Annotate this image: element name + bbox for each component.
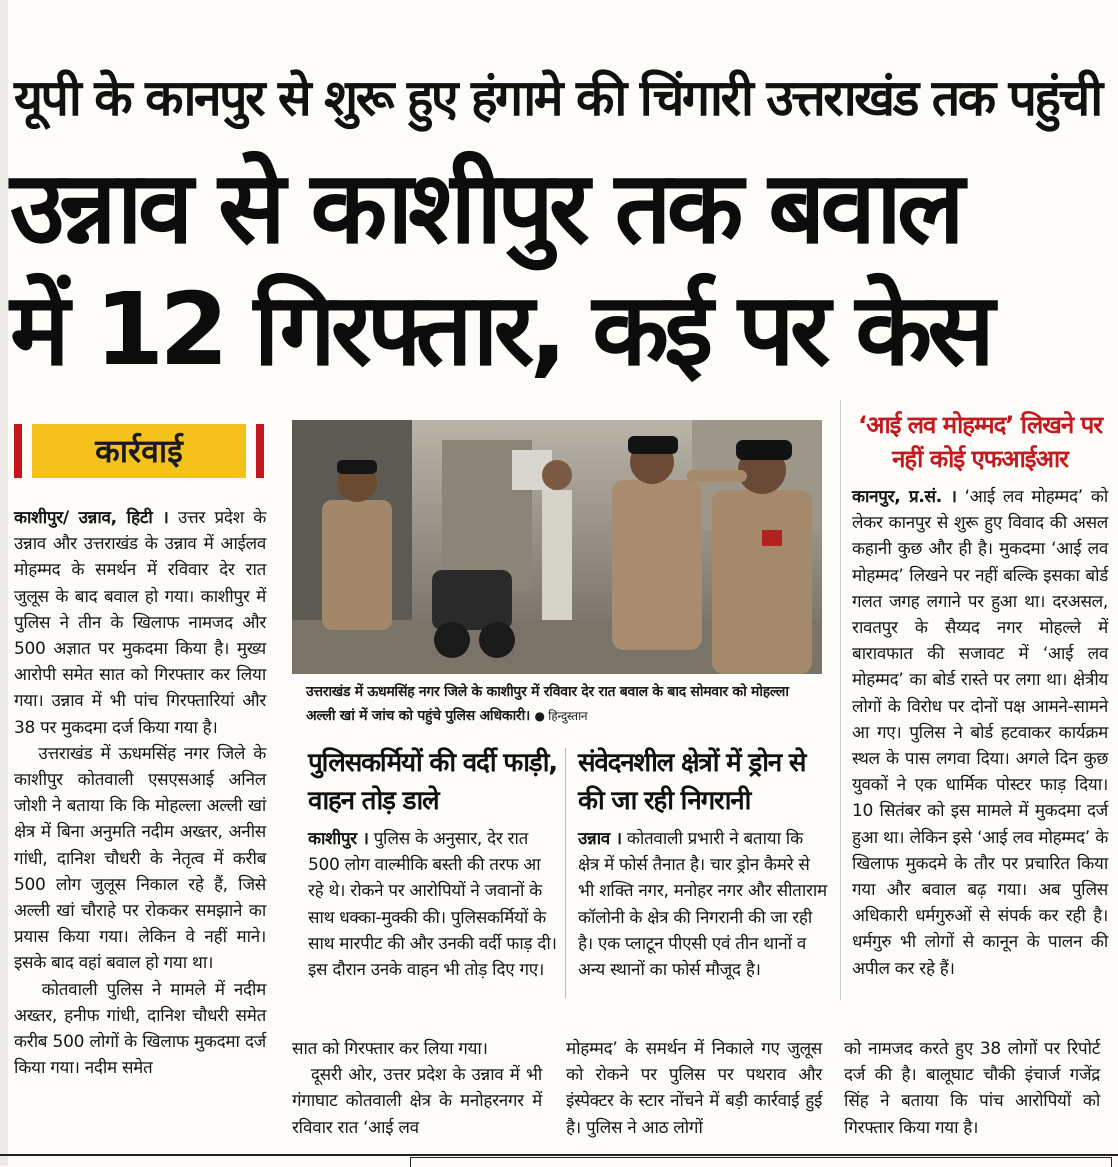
cont-2-text: मोहम्मद’ के समर्थन में निकाले गए जुलूस को रोकने पर पुलिस पर पथराव और इंस्पेक्टर के स्टार नोंचने में बड़ी कार्रवाई हुई है। पुलिस ने आठ लोगों [566,1039,822,1138]
main-para-2: उत्तराखंड में ऊधमसिंह नगर जिले के काशीपुर कोतवाली एसएसआई अनिल जोशी ने बताया कि कि मोहल्ला अल्ली खां क्षेत्र में बिना अनुमति नदीम अख्तर, अनीस गांधी, दानिश चौधरी के नेतृत्व में करीब 500 लोग जुलूस निकाल रहे हैं, जिसे अल्ली खां चौराहे पर रोककर समझाने का प्रयास किया गया। लेकिन वे नहीं माने। इसके बाद वहां बवाल हो गया था। [14,743,267,974]
side-story-1-headline: पुलिसकर्मियों की वर्दी फाड़ी, वाहन तोड़ डाले [308,748,557,816]
continuation-column-3 [844,1036,1100,1146]
page-edge [0,0,8,1166]
main-headline-line-1: उन्नाव से काशीपुर तक बवाल [10,149,960,266]
main-dateline: काशीपुर/ उन्नाव, हिटी । [14,508,169,528]
continuation-column-1 [292,1036,542,1146]
tag-accent-left [14,424,22,478]
right-story-body [852,484,1108,1004]
photo-credit: ● हिन्दुस्तान [534,709,588,723]
tag-accent-right [256,424,264,478]
side-story-1-body [308,826,558,996]
side2-text: कोतवाली प्रभारी ने बताया कि क्षेत्र में फोर्स तैनात है। चार ड्रोन कैमरे से भी शक्ति नगर, मनोहर नगर और सीताराम कॉलोनी के क्षेत्र की निगरानी की जा रही है। एक प्लाटून पीएसी एवं तीन थानों व अन्य स्थानों का फोर्स मौजूद है। [578,829,827,981]
column-divider [565,748,566,998]
cont-1b-text: दूसरी ओर, उत्तर प्रदेश के उन्नाव में भी गंगाघाट कोतवाली क्षेत्र के मनोहरनगर में रविवार रात ‘आई लव [292,1065,542,1138]
main-story-column [14,505,267,1079]
main-para-3: कोतवाली पुलिस ने मामले में नदीम अख्तर, हनीफ गांधी, दानिश चौधरी समेत करीब 500 लोगों के खिलाफ मुकदमा दर्ज किया गया। नदीम समेत [14,979,267,1079]
bottom-rule [0,1154,1118,1156]
section-tag [14,424,264,478]
main-para-1: उत्तर प्रदेश के उन्नाव और उत्तराखंड के उन्नाव में आईलव मोहम्मद के समर्थन में रविवार देर रात जुलूस के बाद बवाल हो गया। काशीपुर में पुलिस ने तीन के खिलाफ नामजद और 500 अज्ञात पर मुकदमा किया है। मुख्य आरोपी समेत सात को गिरफ्तार कर लिया गया। उन्नाव में भी पांच गिरफ्तारियां और 38 पर मुकदमा दर्ज किया गया है। [14,508,266,738]
side-story-2-body [578,826,828,996]
side1-text: पुलिस के अनुसार, देर रात 500 लोग वाल्मीकि बस्ती की तरफ आ रहे थे। रोकने पर आरोपियों ने जवानों के साथ धक्का-मुक्की की। पुलिसकर्मियों के साथ मारपीट की और उनकी वर्दी फाड़ दी। इस दौरान उनके वाहन भी तोड़ दिए गए। [308,829,557,981]
right-dateline: कानपुर, प्र.सं. । [852,487,957,507]
side2-dateline: उन्नाव । [578,829,622,849]
news-photo [292,420,822,674]
right-column-rule [840,400,841,1000]
cont-3-text: को नामजद करते हुए 38 लोगों पर रिपोर्ट दर्ज की है। बालूघाट चौकी इंचार्ज गजेंद्र सिंह ने बताया कि पांच आरोपियों को गिरफ्तार किया गया है। [844,1039,1100,1138]
police-officers-photo [292,420,822,674]
cont-1-text: सात को गिरफ्तार कर लिया गया। [292,1039,488,1059]
kicker-headline: यूपी के कानपुर से शुरू हुए हंगामे की चिंगारी उत्तराखंड तक पहुंची [14,69,1101,127]
right-text: ‘आई लव मोहम्मद’ को लेकर कानपुर से शुरू हुए विवाद की असल कहानी कुछ और ही है। मुकदमा ‘आई लव मोहम्मद’ लिखने पर नहीं बल्कि इसका बोर्ड गलत जगह लगाने पर हुआ था। दरअसल, रावतपुर के सैय्यद नगर मोहल्ले में बारावफात की सजावट में ‘आई लव मोहम्मद’ का बोर्ड रास्ते पर लगा था। क्षेत्रीय लोगों के विरोध पर दोनों पक्ष आमने-सामने आ गए। पुलिस ने बोर्ड हटवाकर कार्यक्रम स्थल के पास लगवा दिया। अगले दिन कुछ युवकों ने एक धार्मिक पोस्टर फाड़ दिया। 10 सितंबर को इस मामले में मुकदमा दर्ज हुआ था। लेकिन इसे ‘आई लव मोहम्मद’ के खिलाफ मुकदमे के तौर पर प्रचारित किया गया और बवाल बढ़ गया। अब पुलिस अधिकारी धर्मगुरुओं से संपर्क कर रही है। धर्मगुरु भी लोगों से कानून के पालन की अपील कर रहे हैं। [852,487,1108,979]
right-story-headline: ‘आई लव मोहम्मद’ लिखने पर नहीं कोई एफआईआर [857,411,1103,473]
side1-dateline: काशीपुर । [308,829,369,849]
caption-text: उत्तराखंड में ऊधमसिंह नगर जिले के काशीपुर में रविवार देर रात बवाल के बाद सोमवार को मोहल्ला अल्ली खां में जांच को पहुंचे पुलिस अधिकारी। [306,684,789,724]
side-story-2-headline: संवेदनशील क्षेत्रों में ड्रोन से की जा रही निगरानी [578,748,806,816]
continuation-column-2 [566,1036,822,1146]
section-tag-label: कार्रवाई [32,424,246,478]
main-headline-line-2: में 12 गिरफ्तार, कई पर केस [10,271,990,388]
photo-caption [306,680,818,728]
